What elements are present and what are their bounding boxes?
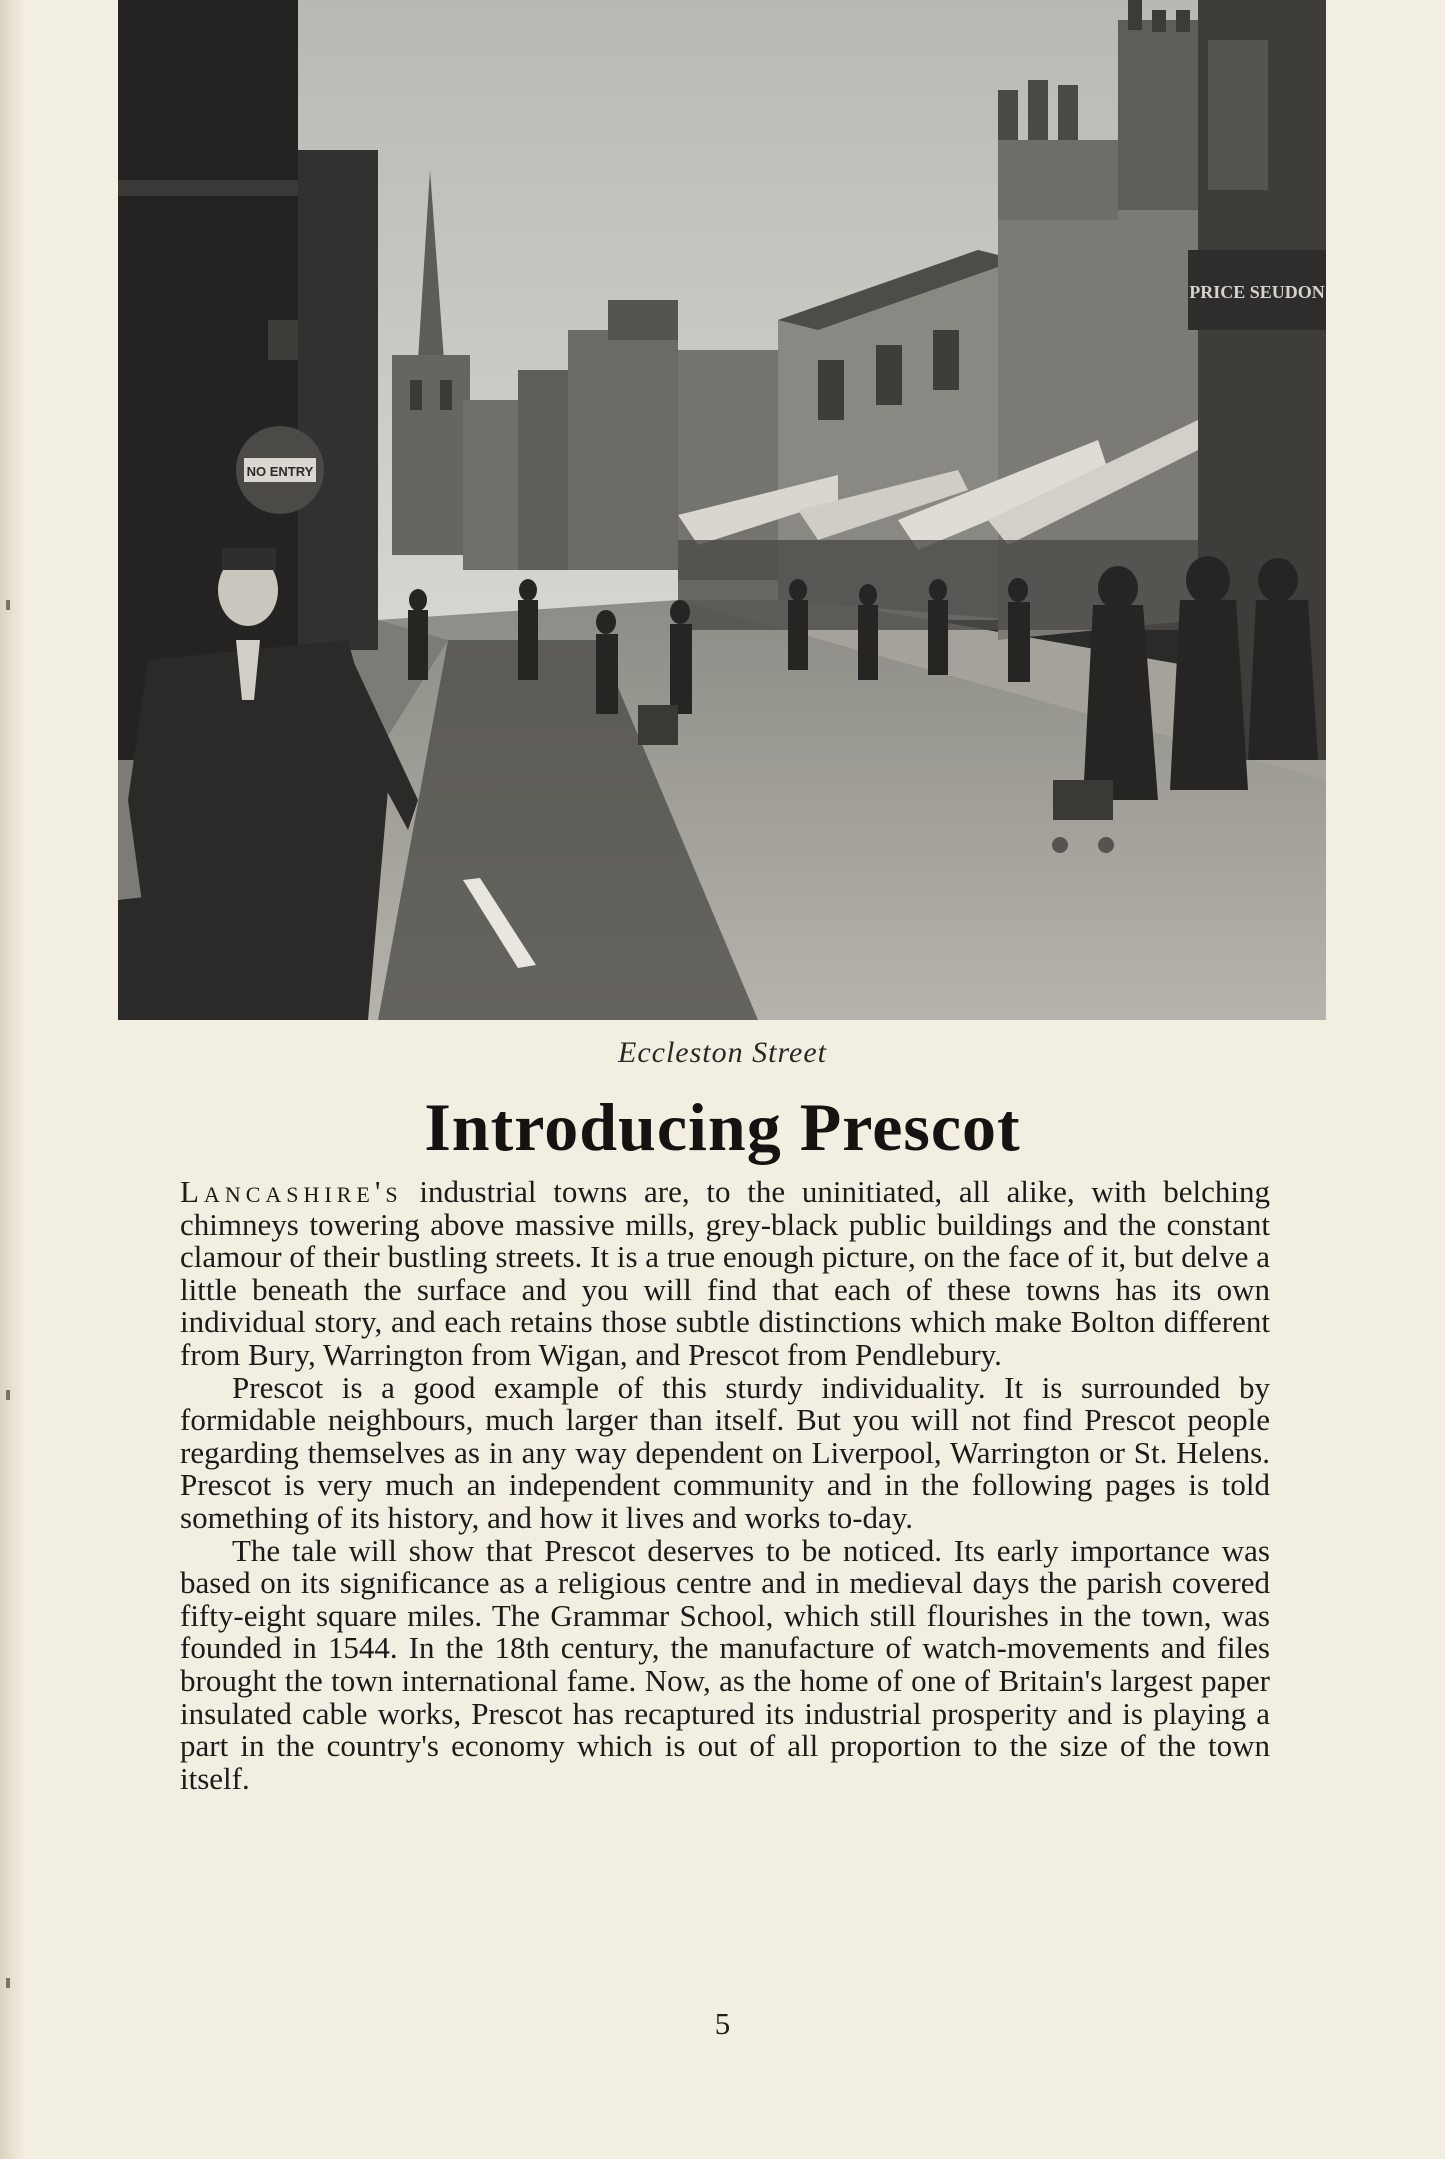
street-photograph (118, 0, 1326, 1020)
binding-mark (6, 1390, 10, 1400)
page-binding-edge (0, 0, 26, 2159)
no-entry-sign-text: NO ENTRY (246, 464, 314, 479)
page-number: 5 (714, 2006, 731, 2041)
paragraph (180, 1176, 1270, 1372)
binding-mark (6, 600, 10, 610)
shop-sign-text: PRICE SEUDON (1189, 282, 1325, 302)
photo-caption: Eccleston Street (618, 1036, 827, 1069)
paragraph: Prescot is a good example of this sturdy individuality. It is surrounded by formidable neighbours, much larger than itself. But you will not find Prescot people regarding themselves as in any way dependent on Liverpool, Warrington or St. Helens. Prescot is very much an independent community and in the following pages is told something of its history, and how it lives and works to-day. (180, 1369, 1270, 1535)
paragraph-text: industrial towns are, to the uninitiated, all alike, with belching chimneys towering above massive mills, grey-black public buildings and the constant clamour of their bustling streets. It is a true enough picture, on the face of it, but delve a little beneath the surface and you will find that each of these towns has its own individual story, and each retains those subtle distinctions which make Bolton different from Bury, Warrington from Wigan, and Prescot from Pendlebury. (180, 1174, 1270, 1372)
paragraph: The tale will show that Prescot deserves to be noticed. Its early importance was based on its significance as a religious centre and in medieval days the parish covered fifty-eight square miles. The Grammar School, which still flourishes in the town, was founded in 1544. In the 18th century, the manufacture of watch-movements and files brought the town international fame. Now, as the home of one of Britain's largest paper insulated cable works, Prescot has recaptured its industrial prosperity and is playing a part in the country's economy which is out of all proportion to the size of the town itself. (180, 1532, 1270, 1796)
body-text (180, 1176, 1270, 1795)
binding-mark (6, 1978, 10, 1988)
paragraph-lead-word: Lancashire's (180, 1174, 403, 1209)
page-title: Introducing Prescot (424, 1089, 1021, 1165)
